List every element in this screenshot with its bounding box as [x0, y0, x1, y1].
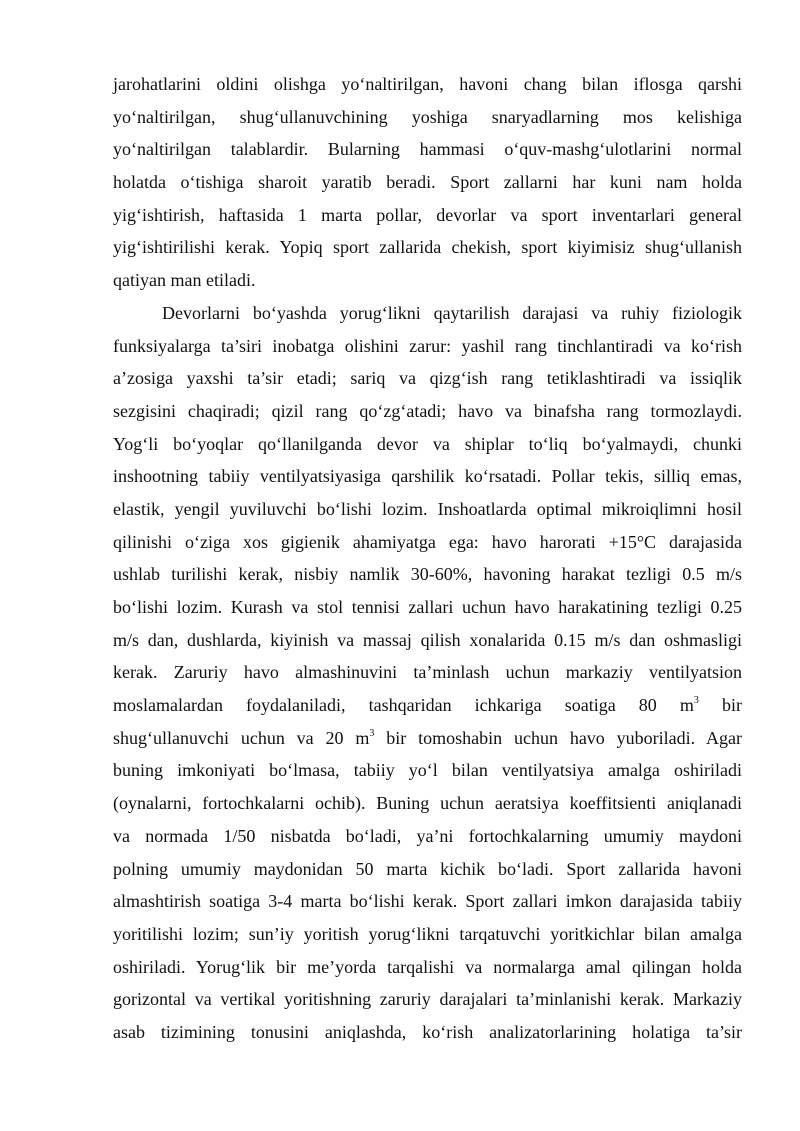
line-text: qatiyan man etiladi. [113, 270, 256, 291]
text-line [113, 199, 742, 232]
text-line [113, 624, 742, 657]
superscript: 3 [369, 727, 375, 739]
text-line [113, 885, 742, 918]
text-line [113, 820, 742, 853]
line-text: holatda o‘tishiga sharoit yaratib beradi. Sport zallarni har kuni nam holda [113, 172, 742, 193]
text-line [113, 722, 742, 755]
line-text: yig‘ishtirilishi kerak. Yopiq sport zallarida chekish, sport kiyimisiz shug‘ullanish [113, 237, 742, 258]
line-text: inshootning tabiiy ventilyatsiyasiga qarshilik ko‘rsatadi. Pollar tekis, silliq emas, [113, 466, 742, 487]
line-text: va normada 1/50 nisbatda bo‘ladi, ya’ni fortochkalarning umumiy maydoni [113, 825, 742, 846]
line-text: gorizontal va vertikal yoritishning zaruriy darajalari ta’minlanishi kerak. Markaziy [113, 989, 742, 1010]
text-line [113, 428, 742, 461]
text-line [113, 526, 742, 559]
line-text: sezgisini chaqiradi; qizil rang qo‘zg‘atadi; havo va binafsha rang tormozlaydi. [113, 400, 742, 421]
text-line [113, 493, 742, 526]
text-line [113, 591, 742, 624]
text-line [113, 264, 742, 297]
text-line [113, 787, 742, 820]
line-text: yoritilishi lozim; sun’iy yoritish yorug‘likni tarqatuvchi yoritkichlar bilan amalga [113, 923, 742, 944]
text-line [113, 853, 742, 886]
text-line [113, 656, 742, 689]
line-text: shug‘ullanuvchi uchun va 20 m [113, 727, 370, 748]
text-line [113, 362, 742, 395]
text-line [113, 395, 742, 428]
line-text-after: bir tomoshabin uchun havo yuboriladi. Agar [374, 727, 742, 748]
text-line [113, 460, 742, 493]
text-line [113, 558, 742, 591]
line-text: qilinishi o‘ziga xos gigienik ahamiyatga ega: havo harorati +15°C darajasida [113, 531, 742, 552]
line-text: yo‘naltirilgan, shug‘ullanuvchining yoshiga snaryadlarning mos kelishiga [113, 106, 742, 127]
text-line [113, 951, 742, 984]
superscript: 3 [693, 695, 699, 707]
line-text: yig‘ishtirish, haftasida 1 marta pollar, devorlar va sport inventarlari general [113, 204, 742, 225]
line-text: kerak. Zaruriy havo almashinuvini ta’minlash uchun markaziy ventilyatsion [113, 662, 742, 683]
line-text: almashtirish soatiga 3-4 marta bo‘lishi kerak. Sport zallari imkon darajasida tabiiy [113, 891, 742, 912]
text-line [113, 330, 742, 363]
line-text: funksiyalarga ta’siri inobatga olishini zarur: yashil rang tinchlantiradi va ko‘rish [113, 335, 742, 356]
line-text: Yog‘li bo‘yoqlar qo‘llanilganda devor va shiplar to‘liq bo‘yalmaydi, chunki [113, 433, 742, 454]
line-text-after: bir [698, 695, 742, 716]
line-text: bo‘lishi lozim. Kurash va stol tennisi zallari uchun havo harakatining tezligi 0.25 [113, 597, 742, 617]
line-text: yo‘naltirilgan talablardir. Bularning hammasi o‘quv-mashg‘ulotlarini normal [113, 139, 742, 160]
text-line [113, 689, 742, 722]
line-text: asab tizimining tonusini aniqlashda, ko‘rish analizatorlarining holatiga ta’sir [113, 1021, 742, 1042]
line-text: m/s dan, dushlarda, kiyinish va massaj qilish xonalarida 0.15 m/s dan oshmasligi [113, 629, 742, 650]
text-line [113, 166, 742, 199]
line-text: elastik, yengil yuviluvchi bo‘lishi lozim. Inshoatlarda optimal mikroiqlimni hosil [113, 498, 742, 519]
line-text: polning umumiy maydonidan 50 marta kichik bo‘ladi. Sport zallarida havoni [113, 858, 742, 879]
line-text: jarohatlarini oldini olishga yo‘naltirilgan, havoni chang bilan iflosga qarshi [113, 74, 742, 94]
line-text: Devorlarni bo‘yashda yorug‘likni qaytarilish darajasi va ruhiy fiziologik [162, 302, 742, 323]
line-text: buning imkoniyati bo‘lmasa, tabiiy yo‘l bilan ventilyatsiya amalga oshiriladi [113, 760, 742, 781]
line-text: (oynalarni, fortochkalarni ochib). Buning uchun aeratsiya koeffitsienti aniqlanadi [113, 793, 742, 814]
text-line [113, 983, 742, 1016]
line-text: oshiriladi. Yorug‘lik bir me’yorda tarqalishi va normalarga amal qilingan holda [113, 956, 742, 977]
paragraph-first-line [113, 297, 742, 330]
text-line [113, 101, 742, 134]
line-text: ushlab turilishi kerak, nisbiy namlik 30-60%, havoning harakat tezligi 0.5 m/s [113, 564, 742, 585]
text-line [113, 1016, 742, 1049]
document-page [113, 68, 742, 1049]
text-line [113, 918, 742, 951]
text-line [113, 231, 742, 264]
line-text: moslamalardan foydalaniladi, tashqaridan ichkariga soatiga 80 m [113, 695, 694, 716]
text-line [113, 133, 742, 166]
text-line [113, 68, 742, 101]
line-text: a’zosiga yaxshi ta’sir etadi; sariq va qizg‘ish rang tetiklashtiradi va issiqlik [113, 368, 742, 389]
text-line [113, 754, 742, 787]
